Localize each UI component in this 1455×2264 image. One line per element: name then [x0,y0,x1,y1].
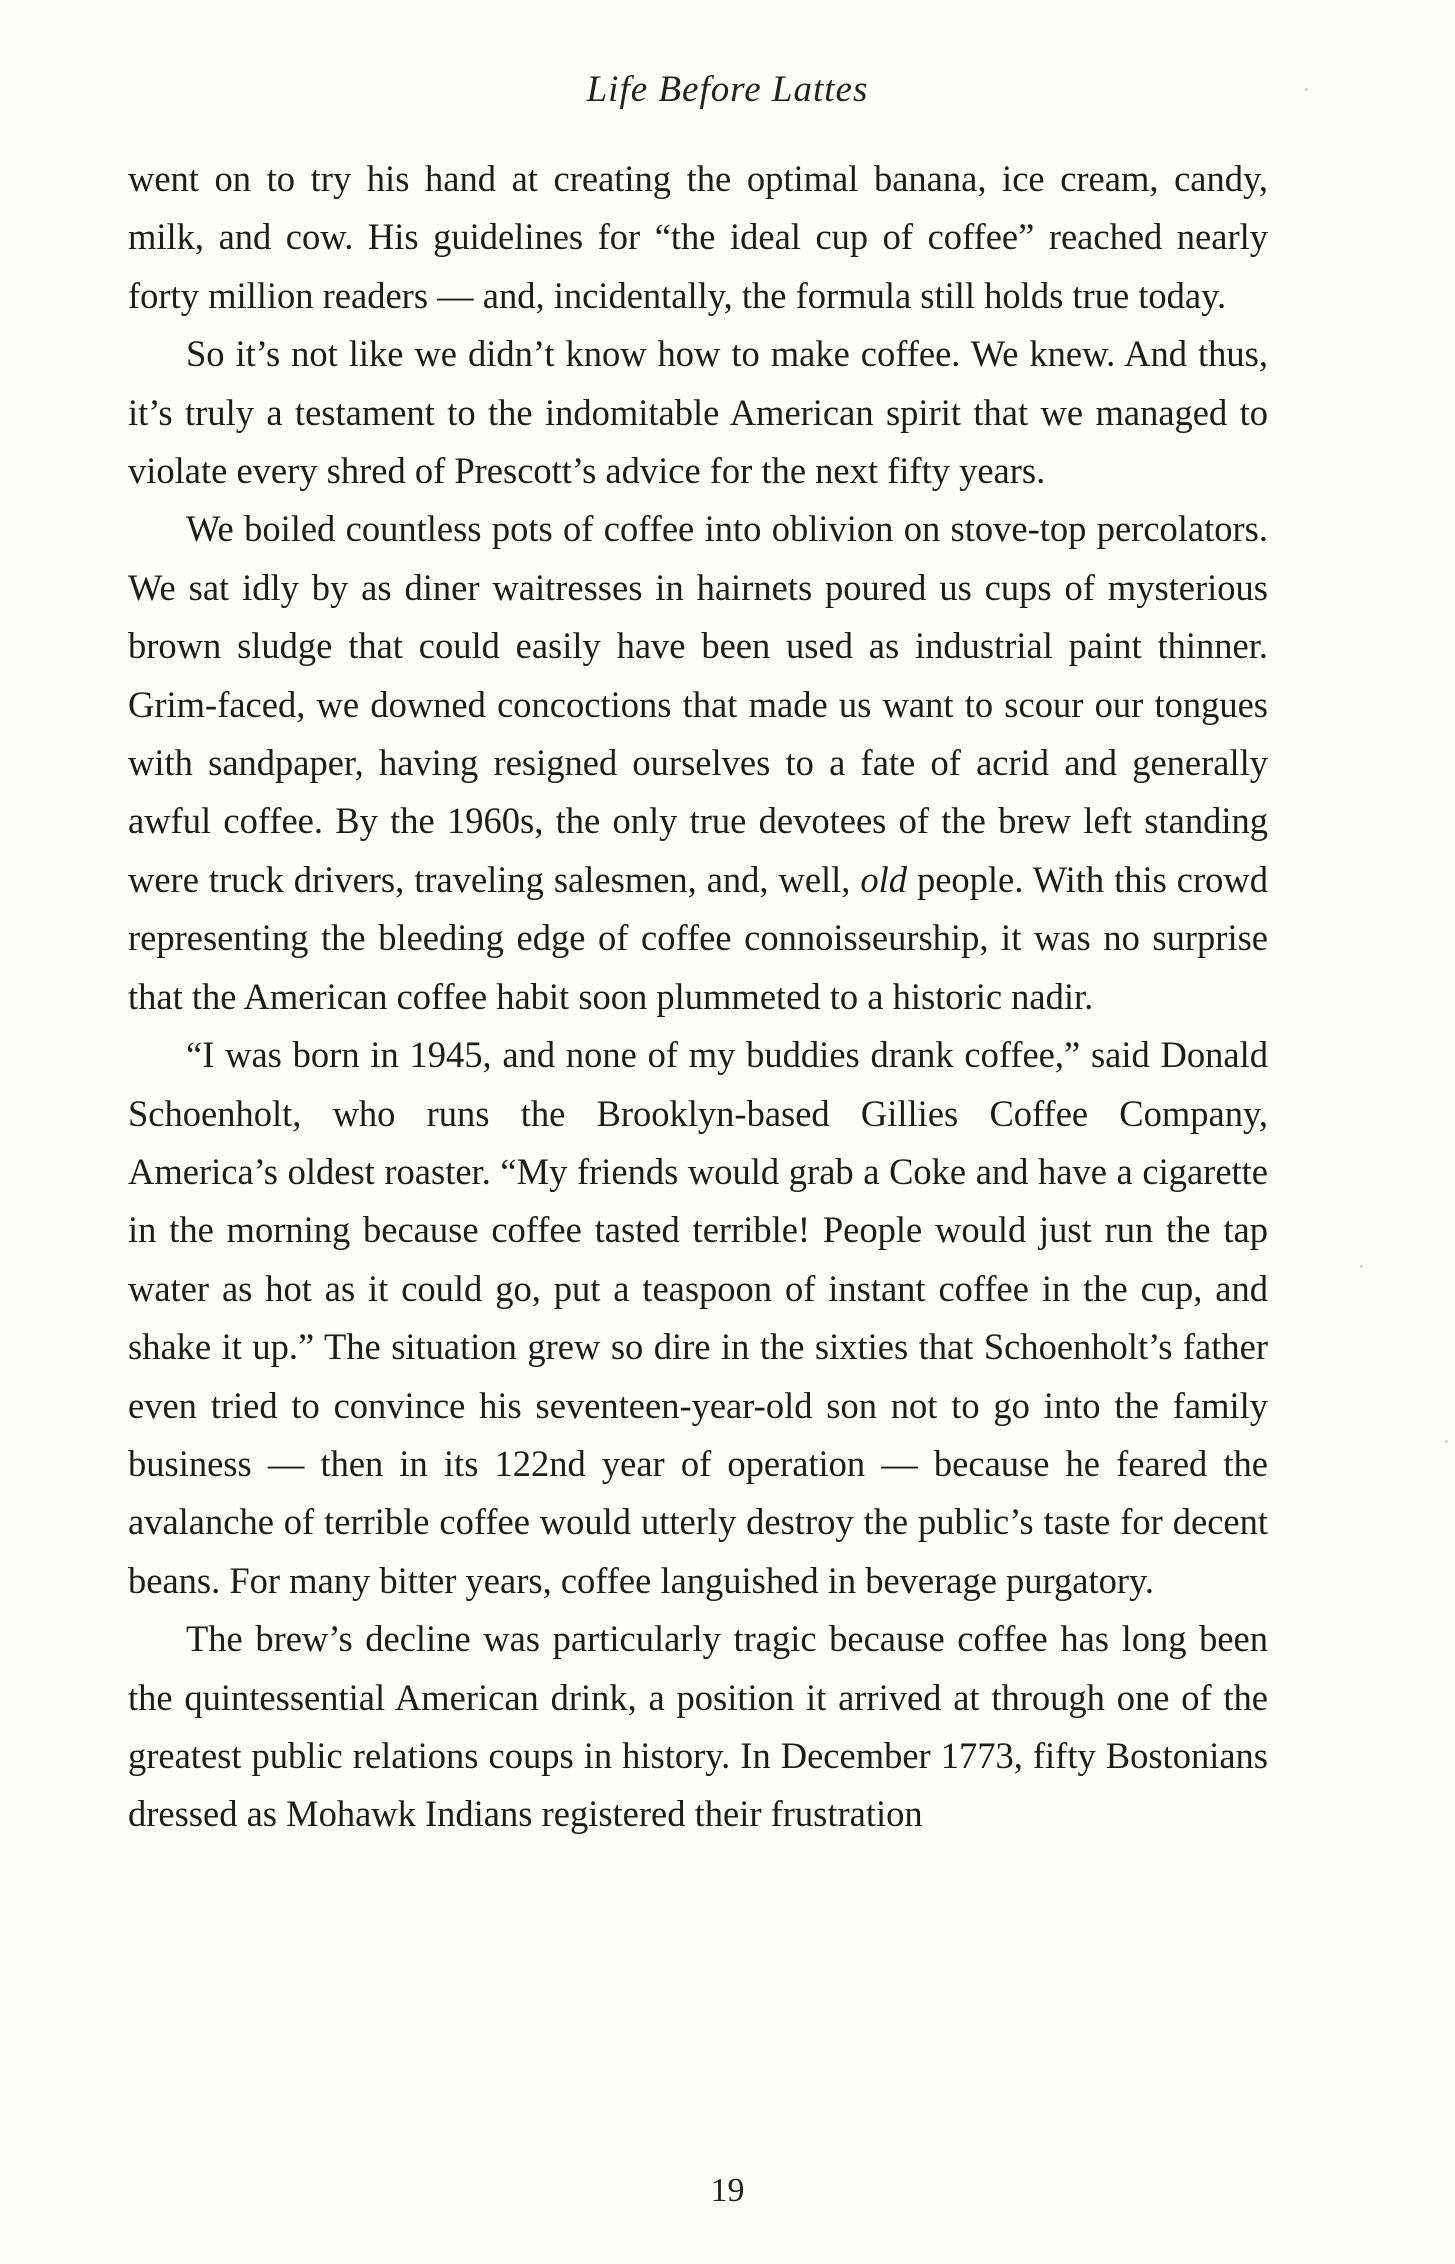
text-segment: “I was born in 1945, and none of my buddies drank coffee,” said Donald Schoenholt, who runs the Brooklyn-based Gillies Coffee Company, America’s oldest roaster. “My friends would grab a Coke and have a cigarette in the morning because coffee tasted terrible! People would just run the tap water as hot as it could go, put a teaspoon of instant coffee in the cup, and shake it up.” The situation grew so dire in the sixties that Schoenholt’s father even tried to convince his seventeen-year-old son not to go into the family business — then in its 122nd year of operation — because he feared the avalanche of terrible coffee would utterly destroy the public’s taste for decent beans. For many bitter years, coffee languished in beverage purgatory. [128,1034,1268,1601]
body-text [128,150,1268,1844]
paragraph [128,1026,1268,1610]
page-number: 19 [710,2172,745,2209]
text-segment: The brew’s decline was particularly tragic because coffee has long been the quintessential American drink, a position it arrived at through one of the greatest public relations coups in history. In December 1773, fifty Bostonians dressed as Mohawk Indians registered their frustration [128,1618,1268,1835]
running-head: Life Before Lattes [586,69,869,110]
paragraph [128,325,1268,500]
scan-speck [1445,1440,1448,1443]
paragraph [128,150,1268,325]
text-segment: We boiled countless pots of coffee into oblivion on stove-top percolators. We sat idly by as diner waitresses in hairnets poured us cups of mysterious brown sludge that could easily have been used as industrial paint thinner. Grim-faced, we downed concoctions that made us want to scour our tongues with sandpaper, having resigned ourselves to a fate of acrid and generally awful coffee. By the 1960s, the only true devotees of the brew left standing were truck drivers, traveling salesmen, and, well, [128,508,1268,900]
scan-speck [1360,1265,1363,1268]
scan-speck [1305,88,1308,91]
italic-text: old [860,858,908,900]
paragraph [128,500,1268,1026]
text-segment: people. With this crowd representing the bleeding edge of coffee connoisseurship, it was no surprise that the American coffee habit soon plummeted to a historic nadir. [128,858,1268,1017]
text-segment: So it’s not like we didn’t know how to make coffee. We knew. And thus, it’s truly a testament to the indomitable American spirit that we managed to violate every shred of Prescott’s advice for the next fifty years. [128,333,1268,492]
text-segment: went on to try his hand at creating the optimal banana, ice cream, candy, milk, and cow. His guidelines for “the ideal cup of coffee” reached nearly forty million readers — and, incidentally, the formula still holds true today. [128,158,1268,316]
paragraph [128,1610,1268,1844]
